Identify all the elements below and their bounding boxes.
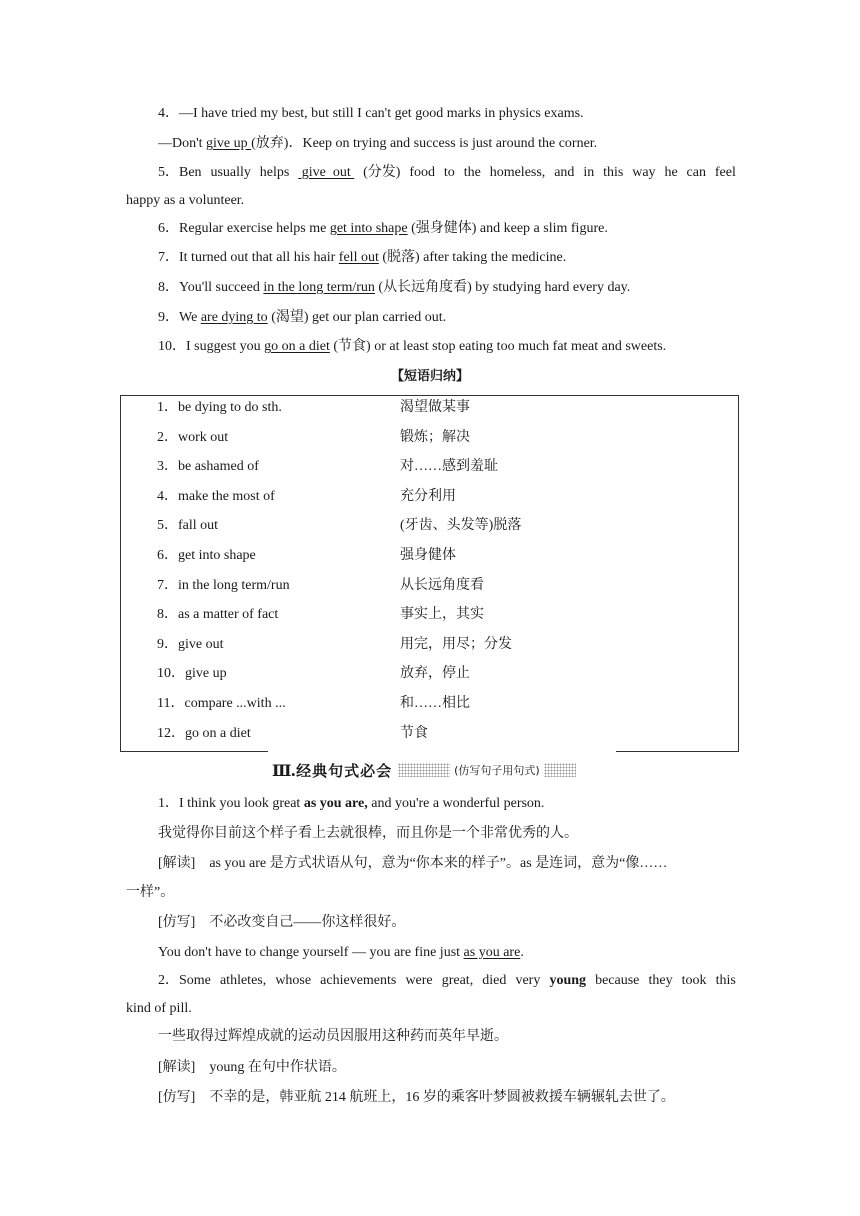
phrase-item-zh: 强身健体	[400, 548, 456, 563]
phrase-item-zh: 和……相比	[400, 696, 470, 711]
q5-word: to	[443, 165, 455, 180]
s2-translation: 一些取得过辉煌成就的运动员因服用这种药而英年早逝。	[158, 1029, 508, 1044]
q5-word: way	[632, 165, 656, 180]
s2-word: took	[681, 973, 707, 988]
phrase-item-en: 2．work out	[157, 430, 229, 445]
s2-sentence-line1	[158, 971, 736, 991]
phrase-item-en: 6．get into shape	[157, 548, 256, 563]
phrase-item-en: 3．be ashamed of	[157, 459, 259, 474]
s2-explain: [解读] young 在句中作状语。	[158, 1060, 346, 1075]
phrase-item-en: 1．be dying to do sth.	[157, 400, 282, 415]
q5-word: usually	[210, 165, 251, 180]
q4-answer: give up	[206, 136, 252, 151]
s2-word: 2．Some	[158, 973, 211, 988]
q4-line2	[158, 134, 597, 154]
q8-text-a: 8．You'll succeed	[158, 280, 264, 295]
q6-text-a: 6．Regular exercise helps me	[158, 221, 330, 236]
phrase-item-en: 9．give out	[157, 637, 224, 652]
s1-sentence	[158, 794, 544, 814]
q8-text-b: (从长远角度看) by studying hard every day.	[374, 280, 631, 295]
s1-translation: 我觉得你目前这个样子看上去就很棒，而且你是一个非常优秀的人。	[158, 826, 578, 841]
s2-word: very	[515, 973, 541, 988]
q7-text-b: (脱落) after taking the medicine.	[378, 250, 567, 265]
section-3-title: 经典句式必会	[296, 761, 393, 780]
s2-word: great,	[441, 973, 474, 988]
q9-text-b: (渴望) get our plan carried out.	[267, 310, 447, 325]
s1-key-phrase: as you are,	[303, 796, 368, 811]
q5-word: helps	[259, 165, 290, 180]
q8-answer: in the long term/run	[263, 280, 375, 295]
s1-explain-line2: 一样”。	[126, 885, 175, 900]
s1-text-b: and you're a wonderful person.	[367, 796, 545, 811]
q5-line1	[158, 163, 736, 183]
s1-imitate: [仿写] 不必改变自己——你这样很好。	[158, 915, 406, 930]
phrase-item-en: 11．compare ...with ...	[157, 696, 286, 711]
s1-answer-text-a: You don't have to change yourself — you are fine just	[158, 945, 464, 960]
s2-word: because	[595, 973, 640, 988]
q10-answer: go on a diet	[264, 339, 330, 354]
s2-word: athletes,	[219, 973, 267, 988]
section-3-header	[272, 759, 576, 781]
q5-word: (分发)	[363, 165, 401, 180]
s1-answer: as you are	[463, 945, 521, 960]
s2-word: achievements	[320, 973, 397, 988]
q5-word: this	[603, 165, 624, 180]
q5-word: food	[409, 165, 436, 180]
s1-text-a: 1．I think you look great	[158, 796, 304, 811]
phrase-item-zh: 渴望做某事	[400, 400, 470, 415]
q6-text-b: (强身健体) and keep a slim figure.	[407, 221, 608, 236]
s2-imitate: [仿写] 不幸的是，韩亚航 214 航班上，16 岁的乘客叶梦圆被救援车辆辗轧去世了。	[158, 1090, 675, 1105]
q5-word: in	[583, 165, 595, 180]
phrase-item-en: 8．as a matter of fact	[157, 607, 279, 622]
phrase-item-zh: 对……感到羞耻	[400, 459, 498, 474]
box-border-gap	[268, 748, 616, 756]
decorative-hatch	[544, 763, 576, 777]
q5-word: the	[463, 165, 481, 180]
phrase-item-zh: 放弃，停止	[400, 666, 470, 681]
phrase-item-en: 10．give up	[157, 666, 227, 681]
phrase-item-en: 7．in the long term/run	[157, 578, 290, 593]
q5-word: feel	[714, 165, 736, 180]
q10-text-a: 10．I suggest you	[158, 339, 265, 354]
s1-explain-line1: [解读] as you are 是方式状语从句，意为“你本来的样子”。as 是连词，意为“像……	[158, 856, 668, 871]
phrase-item-zh: 节食	[400, 726, 428, 741]
q4-text-a: —Don't	[158, 136, 207, 151]
s1-answer-text-b: .	[520, 945, 524, 960]
q6-line	[158, 219, 608, 239]
q4-text-b: (放弃)．Keep on trying and success is just around the corner.	[251, 136, 598, 151]
phrase-box-title: 【短语归纳】	[390, 369, 469, 384]
q5-answer: give out	[298, 165, 355, 180]
phrase-item-zh: 从长远角度看	[400, 578, 484, 593]
phrase-item-zh: 锻炼；解决	[400, 430, 470, 445]
q5-word: he	[664, 165, 678, 180]
phrase-item-zh: 用完，用尽；分发	[400, 637, 512, 652]
phrase-item-en: 4．make the most of	[157, 489, 275, 504]
q7-answer: fell out	[338, 250, 379, 265]
q9-text-a: 9．We	[158, 310, 201, 325]
q10-line	[158, 337, 666, 357]
section-3-subtitle: (仿写句子用句式)	[454, 764, 540, 777]
section-3-numeral: Ⅲ.	[272, 760, 296, 780]
s2-word: they	[648, 973, 673, 988]
s2-word: this	[715, 973, 736, 988]
q5-word: can	[686, 165, 706, 180]
s2-sentence-line2: kind of pill.	[126, 1001, 192, 1016]
decorative-hatch	[398, 763, 450, 777]
q8-line	[158, 278, 630, 298]
s2-word: whose	[275, 973, 312, 988]
q5-word: 5．Ben	[158, 165, 202, 180]
q5-word: homeless,	[489, 165, 546, 180]
q9-answer: are dying to	[200, 310, 268, 325]
phrase-item-zh: 事实上，其实	[400, 607, 484, 622]
phrase-item-zh: (牙齿、头发等)脱落	[400, 518, 522, 533]
q5-word: and	[554, 165, 575, 180]
q10-text-b: (节食) or at least stop eating too much fat meat and sweets.	[329, 339, 667, 354]
q6-answer: get into shape	[329, 221, 408, 236]
s2-key-word: young	[549, 973, 587, 988]
s2-word: died	[482, 973, 507, 988]
phrase-item-zh: 充分利用	[400, 489, 456, 504]
q7-text-a: 7．It turned out that all his hair	[158, 250, 339, 265]
q7-line	[158, 248, 566, 268]
phrase-item-en: 12．go on a diet	[157, 726, 251, 741]
phrase-item-en: 5．fall out	[157, 518, 219, 533]
s1-answer-line	[158, 943, 524, 963]
q4-line1: 4．—I have tried my best, but still I can't get good marks in physics exams.	[158, 106, 584, 121]
q9-line	[158, 308, 446, 328]
s2-word: were	[405, 973, 433, 988]
q5-line2: happy as a volunteer.	[126, 193, 245, 208]
